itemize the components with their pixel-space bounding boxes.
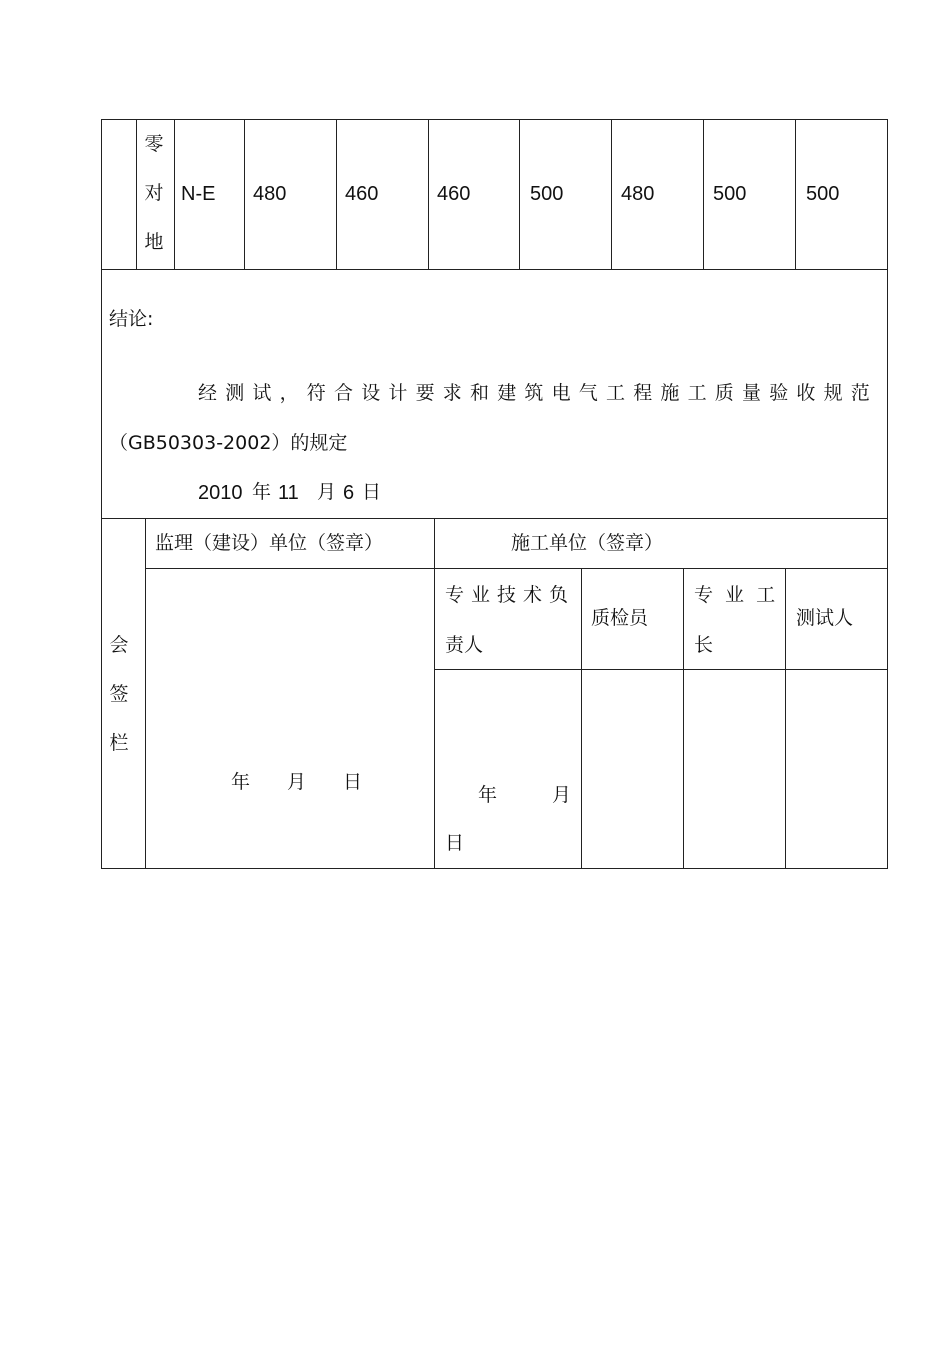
- value-cell: 500: [530, 183, 564, 205]
- construction-date-year: 年: [478, 784, 498, 806]
- role-foreman-line1: 专 业 工: [694, 584, 776, 606]
- col-divider: [703, 119, 704, 270]
- col-divider: [336, 119, 337, 270]
- role-inspector: 质检员: [591, 607, 649, 629]
- value-cell: 460: [345, 183, 379, 205]
- supervision-date-year: 年: [231, 771, 251, 793]
- col-divider: [174, 119, 175, 270]
- role-foreman-line2: 长: [694, 634, 714, 656]
- date-month: 11: [278, 482, 299, 504]
- signoff-divider: [683, 568, 684, 869]
- date-year-unit: 年: [252, 481, 272, 503]
- signoff-section-label: [107, 621, 131, 768]
- measurement-table: [101, 119, 888, 270]
- conclusion-text-line2: （GB50303-2002）的规定: [109, 432, 348, 454]
- date-day: 6: [343, 482, 355, 504]
- supervision-date-month: 月: [287, 771, 307, 793]
- col-divider: [428, 119, 429, 270]
- neutral-to-ground-label: [142, 120, 166, 267]
- construction-unit-header: 施工单位（签章）: [511, 532, 664, 554]
- conclusion-text-line1: 经测试，符合设计要求和建筑电气工程施工质量验收规范: [198, 382, 879, 404]
- col-divider: [519, 119, 520, 270]
- date-day-unit: 日: [362, 481, 382, 503]
- signoff-table: [101, 518, 888, 869]
- signoff-divider: [434, 669, 888, 670]
- section-label-char: 会: [109, 634, 129, 656]
- conclusion-title: 结论:: [109, 308, 154, 330]
- col-divider: [795, 119, 796, 270]
- supervision-date-day: 日: [343, 771, 363, 793]
- signoff-divider: [785, 568, 786, 869]
- role-tech-lead-line1: 专业技术负: [445, 584, 576, 606]
- phase-cell: N-E: [181, 183, 216, 205]
- date-month-unit: 月: [317, 481, 337, 503]
- role-tech-lead-line2: 责人: [445, 634, 484, 656]
- section-label-char: 栏: [109, 732, 129, 754]
- section-label-char: 签: [109, 683, 129, 705]
- value-cell: 460: [437, 183, 471, 205]
- construction-date-day: 日: [445, 832, 465, 854]
- signoff-divider: [581, 568, 582, 869]
- label-char: 对: [144, 182, 164, 204]
- construction-date-month: 月: [552, 784, 572, 806]
- value-cell: 500: [713, 183, 747, 205]
- value-cell: 500: [806, 183, 840, 205]
- supervision-unit-header: 监理（建设）单位（签章）: [155, 532, 384, 554]
- label-char: 地: [144, 231, 164, 253]
- value-cell: 480: [253, 183, 287, 205]
- date-year: 2010: [198, 482, 243, 504]
- col-divider: [136, 119, 137, 270]
- signoff-divider: [145, 568, 888, 569]
- col-divider: [244, 119, 245, 270]
- signoff-divider: [434, 518, 435, 869]
- label-char: 零: [144, 133, 164, 155]
- value-cell: 480: [621, 183, 655, 205]
- role-tester: 测试人: [796, 607, 854, 629]
- signoff-divider: [145, 518, 146, 869]
- col-divider: [611, 119, 612, 270]
